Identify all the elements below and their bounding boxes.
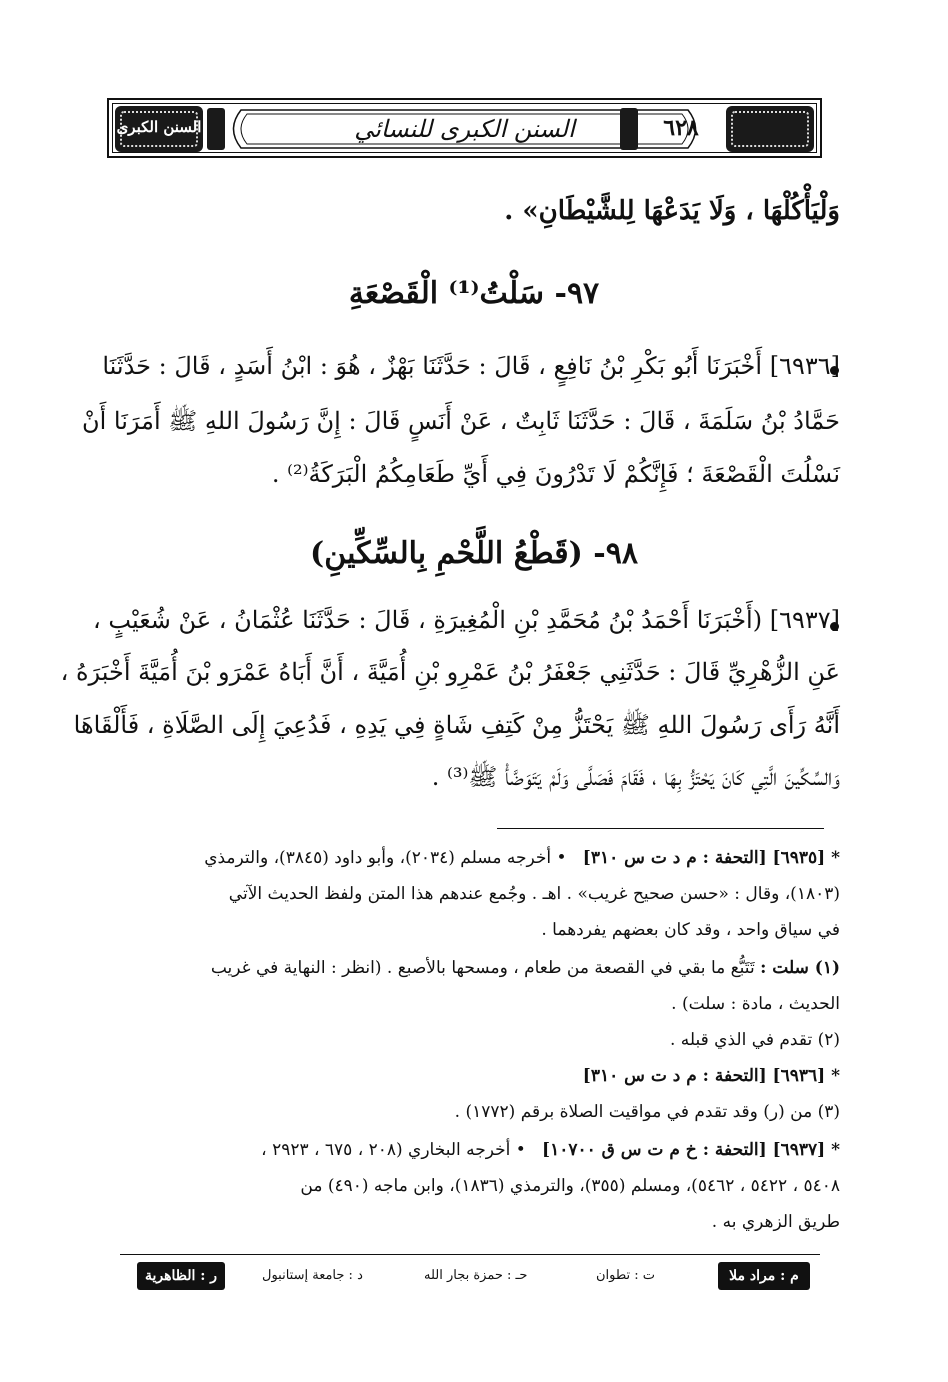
book-title: السنن الكبرى للنسائي bbox=[354, 115, 575, 143]
footnote-6937-line-1 bbox=[261, 1140, 840, 1160]
hadith-6937-line-2: عَنِ الزُّهْرِيِّ قَالَ : حَدَّثَنِي جَعْفَرُ بْنُ عَمْرِو بْنِ أُمَيَّةَ ، أَنَّ أَبَاهُ عَمْرَو بْنَ أُمَيَّةَ أَخْبَرَهُ ، bbox=[60, 658, 840, 686]
hadith-6936-line-3: نَسْلُتَ الْقَصْعَةَ ؛ فَإِنَّكُمْ لَا تَدْرُونَ فِي أَيِّ طَعَامِكُمُ الْبَرَكَةُ⁽²⁾ . bbox=[271, 460, 840, 488]
page-header bbox=[107, 98, 822, 158]
footnote-6935-line-2: (١٨٠٣)، وقال : «حسن صحيح غريب» . اهـ . وجُمع عندهم هذا المتن ولفظ الحديث الآتي bbox=[228, 884, 840, 904]
hadith-6936-line-1: [٦٩٣٦] أَخْبَرَنَا أَبُو بَكْرِ بْنُ نَافِعٍ ، قَالَ : حَدَّثَنَا بَهْزٌ ، هُوَ : ابْنُ أَسَدٍ ، قَالَ : حَدَّثَنَا bbox=[102, 352, 840, 380]
footnote-6935-line-3: في سياق واحد ، وقد كان بعضهم يفردهما . bbox=[541, 920, 840, 940]
footnote-6937-line-3: طريق الزهري به . bbox=[711, 1212, 840, 1232]
continued-text-line: وَلْيَأْكُلْهَا ، وَلَا يَدَعْهَا لِلشَّيْطَانِ» . bbox=[504, 196, 840, 226]
footnote-6937-line-2: ٥٤٠٨ ، ٥٤٢٢ ، ٥٤٦٢)، ومسلم (٣٥٥)، والترمذي (١٨٣٦)، وابن ماجه (٤٩٠) من bbox=[300, 1176, 840, 1196]
footnote-6935-line-1 bbox=[204, 848, 840, 868]
left-calligraphy-logo bbox=[115, 106, 203, 152]
footnote-6936-ref: * [٦٩٣٦] [التحفة : م د ت س ٣١٠] bbox=[582, 1066, 840, 1086]
chapter-heading-98: ٩٨- (قَطْعُ اللَّحْمِ بِالسِّكِّينِ) bbox=[310, 536, 638, 571]
footnote-6937-source: • أخرجه البخاري (٢٠٨ ، ٦٧٥ ، ٢٩٢٣ ، bbox=[261, 1140, 526, 1160]
hadith-6937-line-3: أَنَّهُ رَأَى رَسُولَ اللهِ ﷺ يَحْتَزُّ مِنْ كَتِفِ شَاةٍ فِي يَدِهِ ، فَدُعِيَ إِلَى الصَّلَاةِ ، فَأَلْقَاهَا bbox=[73, 711, 840, 739]
manuscript-tag-h: حـ : حمزة بجار الله bbox=[424, 1268, 528, 1283]
left-logo-text: السنن الكبرى bbox=[116, 118, 202, 136]
footnote-6935-source: • أخرجه مسلم (٢٠٣٤)، وأبو داود (٣٨٤٥)، والترمذي bbox=[204, 848, 567, 868]
footnote-1-term: (١) سلت : bbox=[760, 958, 840, 978]
manuscript-tag-t: ت : تطوان bbox=[596, 1268, 656, 1283]
footnote-3: (٣) من (ر) وقد تقدم في مواقيت الصلاة برقم (١٧٧٢) . bbox=[454, 1102, 840, 1122]
manuscript-tag-r: ر : الظاهرية bbox=[137, 1262, 225, 1290]
hadith-6937-line-4: وَالسِّكِّينَ الَّتِي كَانَ يَحْتَزُّ بِهَا ، فَقَامَ فَصَلَّى وَلَمْ يَتَوَضَّأْ ﷺ⁽³⁾ . bbox=[431, 763, 840, 791]
footnote-6937-ref: * [٦٩٣٧] [التحفة : خ م ت س ق ١٠٧٠٠] bbox=[542, 1140, 840, 1160]
footnote-6935-ref: * [٦٩٣٥] [التحفة : م د ت س ٣١٠] bbox=[582, 848, 840, 868]
hadith-6937-line-1: [٦٩٣٧] (أَخْبَرَنَا أَحْمَدُ بْنُ مُحَمَّدِ بْنِ الْمُغِيرَةِ ، قَالَ : حَدَّثَنَا عُثْمَانُ ، عَنْ شُعَيْبٍ ، bbox=[93, 606, 840, 634]
bottom-separator bbox=[120, 1254, 820, 1255]
manuscript-tag-m: م : مراد ملا bbox=[718, 1262, 810, 1290]
footnote-separator bbox=[497, 828, 824, 829]
footnote-1-line-1 bbox=[211, 958, 840, 978]
hadith-6936-line-2: حَمَّادُ بْنُ سَلَمَةَ ، قَالَ : حَدَّثَنَا ثَابِتٌ ، عَنْ أَنَسٍ قَالَ : إِنَّ رَسُولَ اللهِ ﷺ أَمَرَنَا أَنْ bbox=[82, 407, 840, 435]
right-ornament bbox=[726, 106, 814, 152]
page-number: ٦٢٨ bbox=[663, 115, 699, 141]
footnote-1-definition: تَتَبُّع ما بقي في القصعة من طعام ، ومسحها بالأصبع . (انظر : النهاية في غريب bbox=[210, 958, 755, 978]
footnote-2: (٢) تقدم في الذي قبله . bbox=[669, 1030, 840, 1050]
chapter-heading-97: ٩٧- سَلْتُ⁽¹⁾ الْقَصْعَةِ bbox=[348, 276, 600, 311]
footnote-1-line-2: الحديث ، مادة : سلت) . bbox=[671, 994, 840, 1014]
manuscript-tag-d: د : جامعة إستانبول bbox=[262, 1268, 363, 1283]
